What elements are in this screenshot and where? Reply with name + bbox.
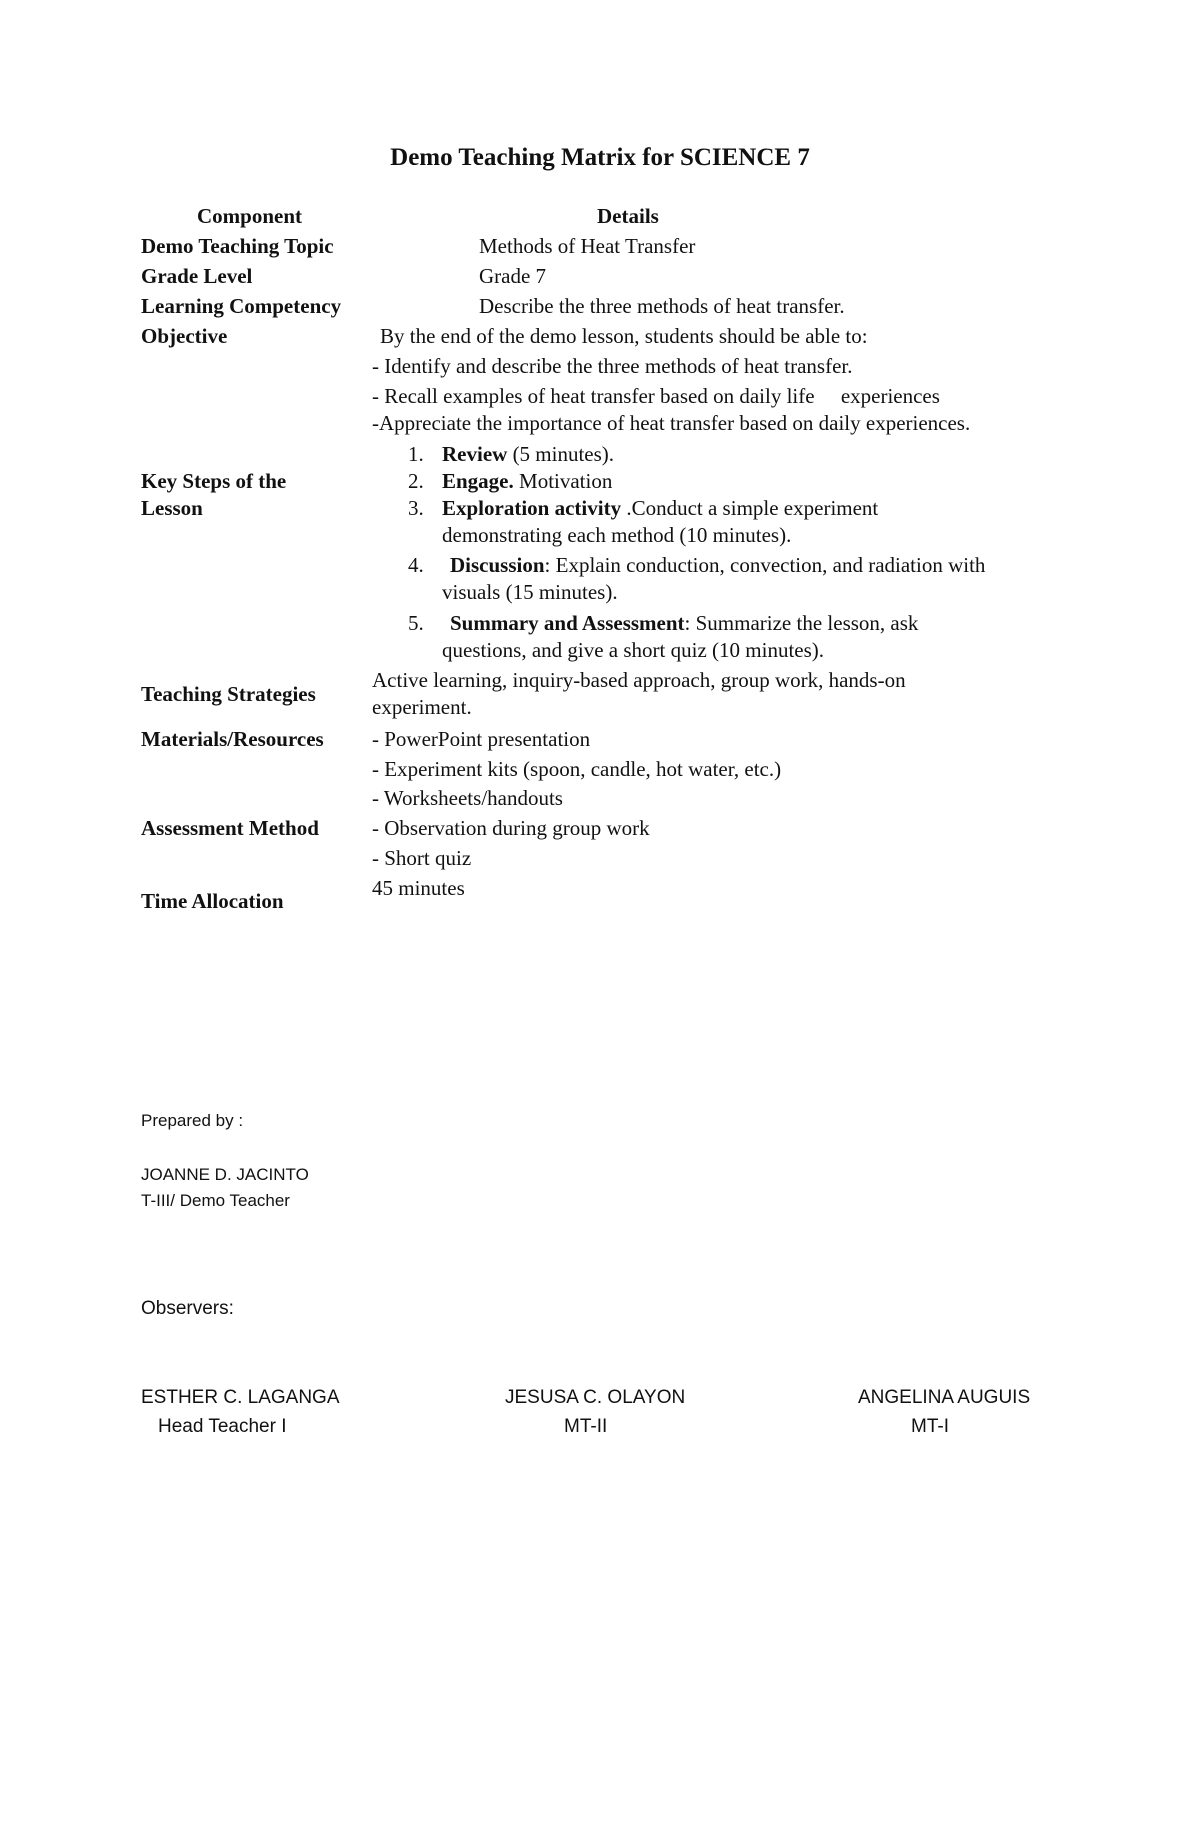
assessment-item: - Observation during group work <box>372 816 650 840</box>
topic-value: Methods of Heat Transfer <box>479 234 696 258</box>
observer-name: ESTHER C. LAGANGA <box>141 1387 340 1408</box>
grade-label: Grade Level <box>141 264 253 288</box>
step-number: 3. <box>408 496 424 520</box>
step-text: (5 minutes). <box>507 442 615 466</box>
step-number: 2. <box>408 469 424 493</box>
objective-line: - Identify and describe the three methods of heat transfer. <box>372 354 853 378</box>
column-header-details: Details <box>597 204 659 228</box>
topic-label: Demo Teaching Topic <box>141 234 334 258</box>
step-item <box>408 553 985 578</box>
time-value: 45 minutes <box>372 876 465 900</box>
step-title: Discussion <box>450 553 545 577</box>
step-title: Engage. <box>442 469 514 493</box>
grade-value: Grade 7 <box>479 264 547 288</box>
step-text: .Conduct a simple experiment <box>621 496 879 520</box>
step-item <box>408 496 878 521</box>
step-number: 1. <box>408 442 424 466</box>
step-title: Review <box>442 442 508 466</box>
column-header-component: Component <box>197 204 303 228</box>
prepared-role: T-III/ Demo Teacher <box>141 1191 290 1210</box>
strategies-line: experiment. <box>372 695 472 719</box>
materials-item: - PowerPoint presentation <box>372 727 591 751</box>
observer-role: Head Teacher I <box>158 1416 287 1437</box>
step-number: 4. <box>408 553 424 577</box>
observer-role: MT-II <box>564 1416 608 1437</box>
keysteps-label: Key Steps of the <box>141 469 287 493</box>
strategies-label: Teaching Strategies <box>141 682 316 706</box>
observers-label: Observers: <box>141 1298 234 1319</box>
materials-item: - Worksheets/handouts <box>372 786 563 810</box>
step-text: : Summarize the lesson, ask <box>684 611 919 635</box>
observer-role: MT-I <box>911 1416 949 1437</box>
step-item <box>408 442 614 467</box>
observer-name: ANGELINA AUGUIS <box>858 1387 1031 1408</box>
step-continuation: questions, and give a short quiz (10 minutes). <box>442 638 825 662</box>
objective-label: Objective <box>141 324 228 348</box>
competency-label: Learning Competency <box>141 294 342 318</box>
competency-value: Describe the three methods of heat transfer. <box>479 294 845 318</box>
step-item <box>408 611 918 636</box>
step-title: Summary and Assessment <box>450 611 685 635</box>
objective-line: By the end of the demo lesson, students should be able to: <box>380 324 868 348</box>
objective-line: - Recall examples of heat transfer based on daily life experiences <box>372 384 940 408</box>
assessment-label: Assessment Method <box>141 816 319 840</box>
step-text: : Explain conduction, convection, and radiation with <box>544 553 986 577</box>
step-continuation: demonstrating each method (10 minutes). <box>442 523 792 547</box>
observer-name: JESUSA C. OLAYON <box>505 1387 686 1408</box>
step-title: Exploration activity <box>442 496 622 520</box>
step-continuation: visuals (15 minutes). <box>442 580 618 604</box>
assessment-item: - Short quiz <box>372 846 472 870</box>
time-label: Time Allocation <box>141 889 284 913</box>
keysteps-label: Lesson <box>141 496 203 520</box>
materials-item: - Experiment kits (spoon, candle, hot water, etc.) <box>372 757 782 781</box>
step-number: 5. <box>408 611 424 635</box>
page-title: Demo Teaching Matrix for SCIENCE 7 <box>390 144 810 171</box>
prepared-name: JOANNE D. JACINTO <box>141 1165 309 1184</box>
prepared-label: Prepared by : <box>141 1111 244 1130</box>
strategies-line: Active learning, inquiry-based approach, group work, hands-on <box>372 668 906 692</box>
step-item <box>408 469 612 494</box>
step-text: Motivation <box>513 469 613 493</box>
materials-label: Materials/Resources <box>141 727 324 751</box>
objective-line: -Appreciate the importance of heat transfer based on daily experiences. <box>372 411 971 435</box>
